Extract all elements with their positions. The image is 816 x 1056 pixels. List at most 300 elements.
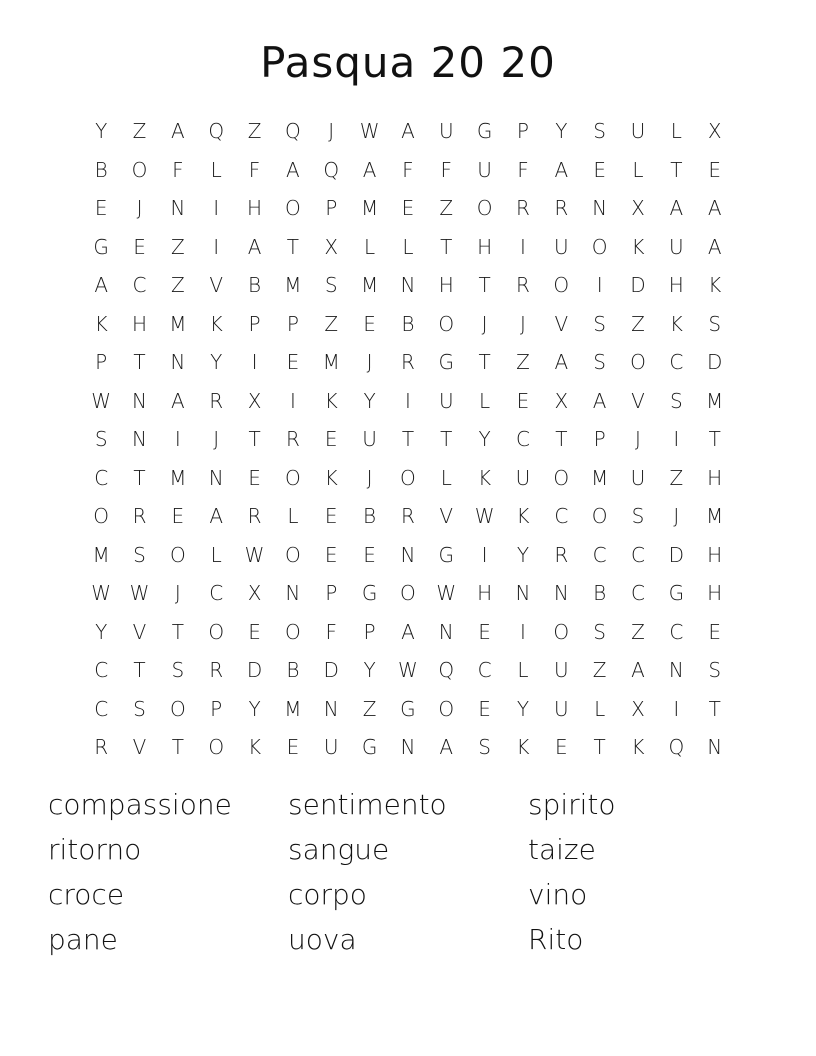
grid-letter: Z: [132, 119, 147, 144]
grid-letter: V: [631, 388, 645, 413]
grid-letter: L: [402, 234, 414, 259]
grid-letter: G: [361, 735, 378, 760]
grid-letter: N: [400, 273, 416, 298]
grid-letter: N: [707, 735, 723, 760]
grid-letter: B: [286, 658, 300, 683]
grid-letter: Z: [324, 311, 339, 336]
grid-letter: O: [591, 504, 608, 529]
grid-letter: R: [400, 350, 415, 375]
grid-letter: E: [708, 619, 721, 644]
grid-letter: U: [553, 234, 569, 259]
grid-letter: M: [360, 196, 379, 221]
word-list-item: ritorno: [48, 833, 142, 866]
grid-letter: J: [673, 504, 680, 529]
grid-letter: N: [668, 658, 684, 683]
word-list-item: compassione: [48, 788, 232, 821]
grid-letter: K: [631, 234, 645, 259]
grid-letter: H: [477, 234, 493, 259]
grid-letter: E: [324, 427, 338, 452]
grid-letter: M: [706, 388, 724, 413]
grid-letter: N: [170, 350, 186, 375]
grid-letter: Y: [363, 658, 376, 683]
grid-letter: V: [554, 311, 569, 336]
word-list-item: taize: [528, 833, 596, 866]
grid-letter: K: [631, 735, 645, 760]
grid-letter: B: [247, 273, 262, 298]
grid-letter: A: [554, 157, 569, 182]
grid-letter: I: [481, 542, 488, 567]
grid-letter: P: [593, 427, 606, 452]
grid-letter: Y: [248, 696, 261, 721]
grid-letter: X: [707, 119, 722, 144]
grid-letter: G: [93, 234, 109, 259]
grid-letter: J: [635, 427, 641, 452]
grid-letter: A: [209, 504, 224, 529]
grid-letter: G: [438, 350, 455, 375]
grid-letter: H: [668, 273, 684, 298]
grid-letter: O: [285, 196, 301, 221]
grid-letter: P: [325, 581, 338, 606]
grid-letter: E: [286, 350, 300, 375]
grid-letter: S: [631, 504, 645, 529]
grid-letter: C: [132, 273, 147, 298]
grid-letter: L: [670, 119, 682, 144]
grid-letter: L: [594, 696, 606, 721]
grid-letter: E: [554, 735, 568, 760]
grid-letter: G: [668, 581, 685, 606]
grid-letter: K: [247, 735, 262, 760]
grid-letter: C: [669, 619, 684, 644]
grid-letter: Z: [592, 658, 607, 683]
grid-letter: P: [363, 619, 376, 644]
grid-letter: D: [323, 658, 339, 683]
grid-letter: N: [132, 427, 147, 452]
grid-letter: S: [133, 542, 146, 567]
word-list-item: sangue: [288, 833, 390, 866]
grid-letter: H: [707, 581, 723, 606]
grid-letter: W: [91, 581, 112, 606]
grid-letter: O: [400, 465, 416, 490]
grid-letter: C: [94, 696, 109, 721]
grid-letter: J: [136, 196, 143, 221]
grid-letter: J: [366, 465, 373, 490]
grid-letter: I: [673, 696, 680, 721]
grid-letter: Y: [555, 119, 568, 144]
grid-letter: A: [247, 234, 262, 259]
word-list-item: croce: [48, 878, 125, 911]
grid-letter: U: [630, 465, 646, 490]
grid-letter: Y: [516, 542, 530, 567]
grid-letter: S: [708, 658, 722, 683]
grid-letter: A: [707, 196, 722, 221]
grid-letter: R: [554, 542, 569, 567]
grid-letter: I: [520, 234, 526, 259]
grid-letter: X: [631, 696, 645, 721]
grid-letter: X: [247, 581, 262, 606]
grid-letter: K: [94, 311, 108, 336]
grid-letter: H: [707, 542, 723, 567]
grid-letter: H: [247, 196, 263, 221]
grid-letter: A: [362, 157, 377, 182]
word-list: [48, 782, 768, 962]
grid-letter: L: [210, 542, 222, 567]
grid-letter: O: [93, 504, 110, 529]
grid-letter: N: [208, 465, 224, 490]
grid-letter: A: [631, 658, 645, 683]
grid-letter: A: [94, 273, 109, 298]
grid-letter: P: [248, 311, 261, 336]
grid-letter: H: [438, 273, 454, 298]
grid-letter: Y: [478, 427, 491, 452]
grid-letter: N: [323, 696, 339, 721]
grid-letter: R: [247, 504, 262, 529]
grid-letter: T: [133, 465, 146, 490]
grid-letter: S: [708, 311, 722, 336]
grid-letter: O: [553, 619, 570, 644]
grid-letter: T: [670, 157, 683, 182]
grid-letter: E: [286, 735, 300, 760]
grid-letter: K: [209, 311, 223, 336]
grid-letter: S: [593, 119, 606, 144]
grid-letter: O: [400, 581, 416, 606]
grid-letter: I: [251, 350, 258, 375]
grid-letter: O: [438, 311, 455, 336]
grid-letter: B: [94, 157, 108, 182]
grid-letter: A: [401, 119, 415, 144]
grid-letter: N: [400, 735, 416, 760]
grid-letter: E: [593, 157, 606, 182]
grid-letter: S: [171, 658, 185, 683]
grid-letter: N: [553, 581, 569, 606]
grid-letter: R: [400, 504, 415, 529]
grid-letter: J: [520, 311, 526, 336]
grid-letter: P: [95, 350, 108, 375]
grid-letter: K: [708, 273, 722, 298]
grid-letter: N: [132, 388, 147, 413]
grid-letter: A: [592, 388, 607, 413]
grid-letter: D: [706, 350, 723, 375]
grid-letter: O: [476, 196, 493, 221]
grid-letter: Z: [516, 350, 530, 375]
grid-letter: L: [287, 504, 299, 529]
grid-letter: O: [438, 696, 455, 721]
grid-letter: R: [132, 504, 147, 529]
grid-letter: Q: [285, 119, 301, 144]
word-list-item: vino: [528, 878, 588, 911]
grid-letter: T: [171, 735, 184, 760]
grid-letter: N: [170, 196, 186, 221]
grid-letter: Z: [631, 619, 645, 644]
grid-letter: W: [244, 542, 265, 567]
grid-letter: A: [401, 619, 415, 644]
grid-letter: I: [174, 427, 181, 452]
grid-letter: U: [438, 388, 454, 413]
grid-letter: W: [91, 388, 112, 413]
word-list-item: sentimento: [288, 788, 447, 821]
grid-letter: K: [324, 388, 338, 413]
grid-letter: Y: [363, 388, 376, 413]
grid-letter: T: [133, 350, 146, 375]
grid-letter: S: [478, 735, 491, 760]
grid-letter: G: [361, 581, 378, 606]
grid-letter: R: [285, 427, 300, 452]
grid-letter: H: [707, 465, 723, 490]
grid-letter: O: [553, 465, 570, 490]
grid-letter: O: [285, 465, 301, 490]
grid-letter: V: [132, 735, 147, 760]
grid-letter: M: [284, 696, 302, 721]
grid-letter: A: [439, 735, 454, 760]
grid-letter: G: [476, 119, 493, 144]
grid-letter: R: [209, 658, 224, 683]
grid-letter: U: [323, 735, 339, 760]
grid-letter: B: [401, 311, 415, 336]
grid-letter: T: [555, 427, 568, 452]
grid-letter: W: [398, 658, 418, 683]
grid-letter: D: [630, 273, 646, 298]
grid-letter: E: [94, 196, 108, 221]
grid-letter: W: [359, 119, 380, 144]
grid-letter: P: [286, 311, 299, 336]
grid-letter: Z: [669, 465, 684, 490]
grid-letter: O: [553, 273, 570, 298]
grid-letter: E: [248, 619, 261, 644]
grid-letter: X: [631, 196, 645, 221]
grid-letter: L: [632, 157, 644, 182]
grid-letter: T: [478, 273, 491, 298]
grid-letter: M: [360, 273, 379, 298]
grid-letter: M: [322, 350, 340, 375]
grid-letter: U: [630, 119, 646, 144]
grid-letter: I: [673, 427, 680, 452]
grid-letter: F: [172, 157, 184, 182]
grid-letter: T: [478, 350, 491, 375]
grid-letter: L: [517, 658, 529, 683]
grid-letter: I: [213, 196, 220, 221]
grid-letter: A: [707, 234, 722, 259]
grid-letter: L: [364, 234, 376, 259]
grid-letter: U: [515, 465, 531, 490]
grid-letter: C: [515, 427, 530, 452]
grid-letter: O: [591, 234, 608, 259]
grid-letter: I: [520, 619, 526, 644]
grid-letter: T: [708, 696, 721, 721]
grid-letter: K: [324, 465, 338, 490]
grid-letter: N: [285, 581, 301, 606]
grid-letter: P: [325, 196, 338, 221]
grid-letter: O: [630, 350, 646, 375]
grid-letter: Y: [210, 350, 223, 375]
grid-letter: F: [440, 157, 453, 182]
grid-letter: O: [208, 619, 225, 644]
grid-letter: Z: [171, 234, 185, 259]
grid-letter: F: [402, 157, 414, 182]
grid-letter: C: [477, 658, 492, 683]
grid-letter: R: [516, 273, 530, 298]
grid-letter: S: [94, 427, 108, 452]
grid-letter: Q: [438, 658, 455, 683]
grid-letter: B: [593, 581, 607, 606]
grid-letter: I: [289, 388, 296, 413]
word-list-item: spirito: [528, 788, 616, 821]
grid-letter: R: [554, 196, 569, 221]
grid-letter: N: [515, 581, 531, 606]
grid-letter: A: [171, 119, 185, 144]
grid-letter: I: [404, 388, 411, 413]
grid-letter: E: [516, 388, 530, 413]
grid-letter: I: [596, 273, 603, 298]
grid-letter: E: [248, 465, 261, 490]
grid-letter: C: [94, 658, 109, 683]
grid-letter: K: [516, 504, 530, 529]
grid-letter: E: [363, 311, 376, 336]
grid-letter: T: [593, 735, 606, 760]
grid-letter: U: [669, 234, 684, 259]
grid-letter: R: [94, 735, 109, 760]
grid-letter: Z: [362, 696, 377, 721]
word-list-item: Rito: [528, 923, 584, 956]
grid-letter: W: [436, 581, 457, 606]
grid-letter: U: [362, 427, 377, 452]
grid-letter: C: [631, 542, 645, 567]
grid-letter: T: [286, 234, 299, 259]
grid-letter: F: [325, 619, 337, 644]
grid-letter: W: [474, 504, 495, 529]
grid-letter: N: [592, 196, 608, 221]
grid-letter: I: [213, 234, 220, 259]
grid-letter: T: [440, 234, 453, 259]
grid-letter: L: [440, 465, 452, 490]
grid-letter: E: [401, 196, 415, 221]
grid-letter: O: [131, 157, 148, 182]
grid-letter: Z: [631, 311, 645, 336]
grid-letter: G: [438, 542, 455, 567]
grid-letter: J: [328, 119, 335, 144]
grid-letter: C: [94, 465, 109, 490]
grid-letter: R: [516, 196, 530, 221]
grid-letter: P: [210, 696, 223, 721]
grid-letter: E: [324, 542, 338, 567]
grid-letter: B: [363, 504, 377, 529]
grid-letter: G: [400, 696, 416, 721]
grid-letter: S: [593, 311, 606, 336]
page-title: Pasqua 20 20: [260, 38, 556, 87]
grid-letter: E: [478, 696, 491, 721]
grid-letter: A: [669, 196, 684, 221]
grid-letter: T: [401, 427, 415, 452]
grid-letter: E: [478, 619, 491, 644]
grid-letter: Q: [323, 157, 340, 182]
grid-letter: N: [400, 542, 416, 567]
grid-letter: Q: [208, 119, 225, 144]
word-list-item: corpo: [288, 878, 367, 911]
grid-letter: E: [363, 542, 376, 567]
grid-letter: C: [554, 504, 569, 529]
grid-letter: A: [286, 157, 300, 182]
grid-letter: U: [438, 119, 454, 144]
grid-letter: S: [593, 350, 606, 375]
grid-letter: A: [554, 350, 569, 375]
grid-letter: Y: [516, 696, 530, 721]
grid-letter: A: [171, 388, 185, 413]
grid-letter: O: [208, 735, 225, 760]
grid-letter: E: [171, 504, 185, 529]
grid-letter: M: [169, 465, 187, 490]
grid-letter: Z: [439, 196, 454, 221]
grid-letter: C: [592, 542, 607, 567]
grid-letter: H: [477, 581, 493, 606]
grid-letter: L: [479, 388, 491, 413]
letter-grid: [82, 112, 734, 767]
grid-letter: D: [246, 658, 263, 683]
grid-letter: E: [324, 504, 338, 529]
grid-letter: P: [516, 119, 529, 144]
grid-letter: O: [285, 619, 301, 644]
grid-letter: T: [708, 427, 721, 452]
grid-letter: S: [669, 388, 683, 413]
grid-letter: Z: [247, 119, 262, 144]
grid-letter: W: [129, 581, 150, 606]
grid-letter: Y: [95, 119, 108, 144]
grid-letter: J: [213, 427, 220, 452]
grid-letter: T: [133, 658, 146, 683]
grid-letter: M: [284, 273, 302, 298]
grid-letter: J: [366, 350, 373, 375]
grid-letter: C: [209, 581, 224, 606]
grid-letter: N: [438, 619, 454, 644]
grid-letter: V: [132, 619, 147, 644]
grid-letter: C: [669, 350, 684, 375]
grid-letter: Z: [171, 273, 185, 298]
grid-letter: S: [593, 619, 606, 644]
word-list-item: pane: [48, 923, 118, 956]
grid-letter: F: [517, 157, 529, 182]
grid-letter: Q: [668, 735, 685, 760]
grid-letter: O: [169, 696, 186, 721]
grid-letter: F: [248, 157, 261, 182]
grid-letter: K: [478, 465, 492, 490]
grid-letter: K: [669, 311, 683, 336]
grid-letter: O: [169, 542, 186, 567]
grid-letter: J: [481, 311, 488, 336]
grid-letter: M: [706, 504, 724, 529]
grid-letter: M: [169, 311, 187, 336]
grid-letter: T: [440, 427, 453, 452]
grid-letter: D: [668, 542, 685, 567]
grid-letter: X: [247, 388, 262, 413]
grid-letter: T: [171, 619, 184, 644]
grid-letter: R: [209, 388, 224, 413]
grid-letter: X: [554, 388, 569, 413]
grid-letter: E: [708, 157, 721, 182]
grid-letter: M: [591, 465, 609, 490]
grid-letter: X: [324, 234, 339, 259]
grid-letter: V: [439, 504, 454, 529]
grid-letter: V: [209, 273, 224, 298]
grid-letter: M: [92, 542, 110, 567]
grid-letter: T: [248, 427, 261, 452]
grid-letter: Y: [95, 619, 108, 644]
grid-letter: S: [324, 273, 338, 298]
grid-letter: O: [285, 542, 301, 567]
word-list-item: uova: [288, 923, 357, 956]
grid-letter: U: [553, 658, 569, 683]
grid-letter: H: [131, 311, 148, 336]
grid-letter: U: [553, 696, 569, 721]
grid-letter: K: [516, 735, 530, 760]
grid-letter: L: [210, 157, 222, 182]
grid-letter: C: [631, 581, 645, 606]
